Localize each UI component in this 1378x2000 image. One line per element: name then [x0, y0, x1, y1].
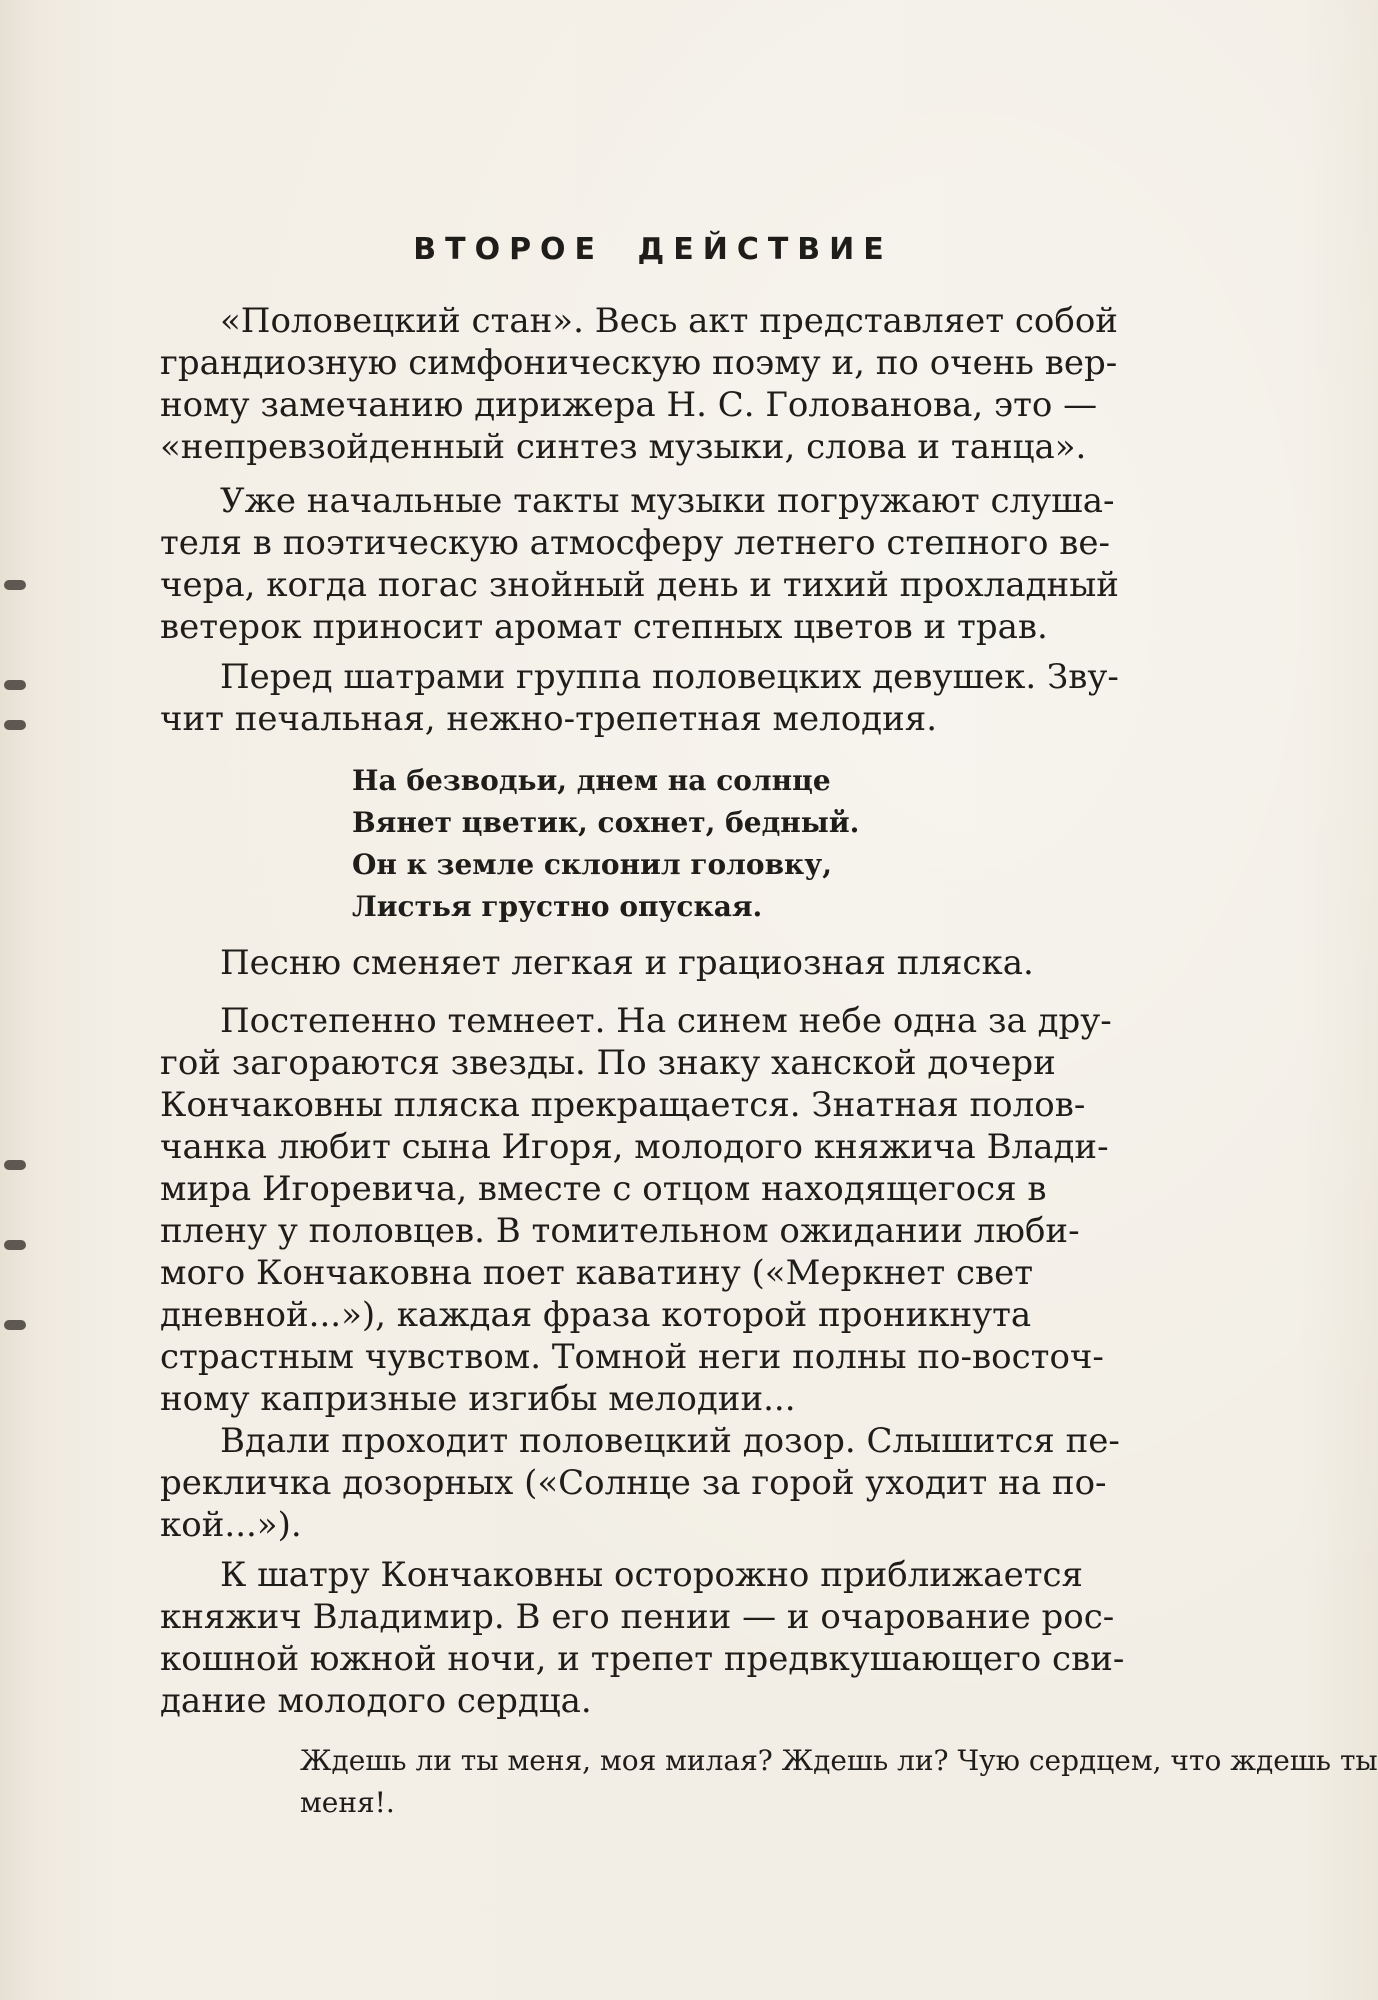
text-line: чанка любит сына Игоря, молодого княжича Влади-: [160, 1127, 1109, 1167]
text-line: чит печальная, нежно-трепетная мелодия.: [160, 699, 938, 739]
text-line: чера, когда погас знойный день и тихий прохладный: [160, 565, 1119, 605]
text-line: кой...»).: [160, 1505, 302, 1545]
text-line: «непревзойденный синтез музыки, слова и танца».: [160, 427, 1087, 467]
stitch-mark: [4, 1240, 26, 1250]
verse-line: Чую сердцем, что ждешь ты меня!.: [300, 1744, 1378, 1819]
text-line: мого Кончаковна поет каватину («Меркнет свет: [160, 1253, 1034, 1293]
paragraph: [160, 1554, 1160, 1722]
text-line: княжич Владимир. В его пении — и очарование рос-: [160, 1597, 1115, 1637]
text-line: Кончаковны пляска прекращается. Знатная полов-: [160, 1085, 1086, 1125]
text-line: теля в поэтическую атмосферу летнего степного ве-: [160, 523, 1111, 563]
stitch-mark: [4, 580, 26, 590]
paragraph: [160, 656, 1160, 740]
stitch-mark: [4, 1320, 26, 1330]
paragraph: [160, 300, 1160, 468]
verse-line: Он к земле склонил головку,: [352, 848, 832, 881]
binding-stitches: [0, 540, 34, 1360]
text-line: дневной...»), каждая фраза которой проникнута: [160, 1295, 1032, 1335]
verse-1: [352, 760, 859, 928]
text-line: Постепенно темнеет. На синем небе одна за дру-: [220, 1001, 1112, 1041]
verse-2: [300, 1740, 1378, 1824]
verse-line: На безводьи, днем на солнце: [352, 764, 831, 797]
text-block-3: [160, 656, 1160, 740]
paragraph: [160, 480, 1160, 648]
verse-line: Ждешь ли ты меня, моя милая? Ждешь ли?: [300, 1744, 949, 1777]
text-line: К шатру Кончаковны осторожно приближается: [220, 1555, 1083, 1595]
verse-line: Вянет цветик, сохнет, бедный.: [352, 806, 860, 839]
text-line: дание молодого сердца.: [160, 1681, 592, 1721]
text-line: Уже начальные такты музыки погружают слуша-: [220, 481, 1115, 521]
text-block-7: [160, 1554, 1160, 1722]
stitch-mark: [4, 680, 26, 690]
text-block-6: [160, 1420, 1160, 1546]
text-line: кошной южной ночи, и трепет предвкушающего сви-: [160, 1639, 1125, 1679]
text-line: Вдали проходит половецкий дозор. Слышится пе-: [220, 1421, 1120, 1461]
text-line: «Половецкий стан». Весь акт представляет собой: [220, 301, 1118, 341]
paragraph: [160, 1000, 1160, 1420]
stitch-mark: [4, 1160, 26, 1170]
text-line: Перед шатрами группа половецких девушек. Зву-: [220, 657, 1119, 697]
text-line: плену у половцев. В томительном ожидании люби-: [160, 1211, 1080, 1251]
text-line: ному капризные изгибы мелодии...: [160, 1379, 796, 1419]
text-block-5: [160, 1000, 1160, 1420]
text-line: страстным чувством. Томной неги полны по-восточ-: [160, 1337, 1104, 1377]
text-line: гой загораются звезды. По знаку ханской дочери: [160, 1043, 1056, 1083]
text-line: ному замечанию дирижера Н. С. Голованова, это —: [160, 385, 1098, 425]
text-line: рекличка дозорных («Солнце за горой уходит на по-: [160, 1463, 1107, 1503]
text-line: грандиозную симфоническую поэму и, по очень вер-: [160, 343, 1118, 383]
text-block-2: [160, 480, 1160, 648]
text-block-4: [160, 942, 1160, 984]
paragraph: [160, 1420, 1160, 1546]
text-line: ветерок приносит аромат степных цветов и трав.: [160, 607, 1048, 647]
text-line: мира Игоревича, вместе с отцом находящегося в: [160, 1169, 1047, 1209]
verse-line: Листья грустно опуская.: [352, 890, 763, 923]
stitch-mark: [4, 720, 26, 730]
act-heading: ВТОРОЕ ДЕЙСТВИЕ: [413, 232, 893, 267]
text-block-1: [160, 300, 1160, 468]
paragraph: [160, 942, 1160, 984]
text-line: Песню сменяет легкая и грациозная пляска.: [220, 943, 1034, 983]
